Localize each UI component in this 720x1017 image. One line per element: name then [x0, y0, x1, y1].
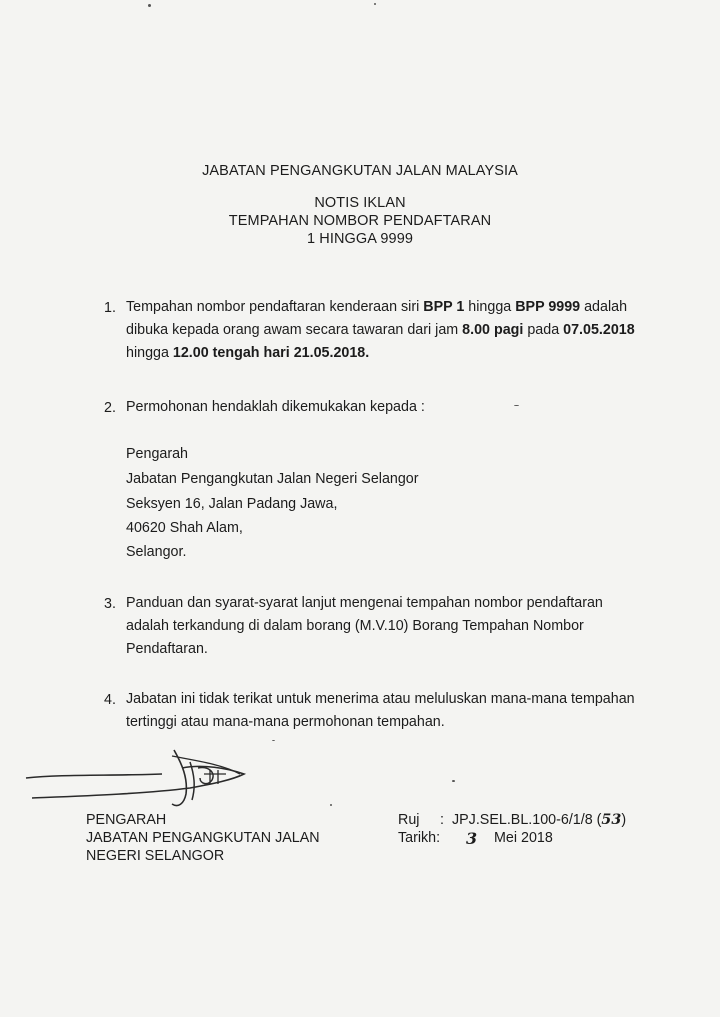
notice-title: NOTIS IKLAN	[314, 195, 406, 211]
text-segment: JPJ.SEL.BL.100-6/1/8 (	[452, 812, 602, 828]
scan-speck	[452, 780, 455, 782]
item-1-line-3	[126, 342, 666, 365]
text-segment: )	[621, 812, 627, 828]
text-segment: dibuka kepada orang awam secara tawaran dari jam	[126, 322, 463, 338]
signatory-department: NEGERI SELANGOR	[86, 848, 225, 864]
date-month-year: Mei 2018	[494, 830, 553, 846]
handwritten-date-day: 3	[466, 829, 478, 848]
series-end: BPP 9999	[515, 299, 581, 315]
address-line: Seksyen 16, Jalan Padang Jawa,	[126, 496, 338, 512]
item-number: 2.	[104, 400, 116, 416]
scan-speck	[330, 804, 332, 806]
item-number: 4.	[104, 692, 116, 708]
address-line: Pengarah	[126, 446, 189, 462]
date-label: Tarikh:	[398, 830, 441, 846]
address-line: 40620 Shah Alam,	[126, 520, 243, 536]
item-2-text: Permohonan hendaklah dikemukakan kepada :	[126, 399, 425, 415]
item-3-line-2: adalah terkandung di dalam borang (M.V.10) Borang Tempahan Nombor	[126, 618, 584, 634]
item-3-paragraph	[126, 592, 666, 661]
reference-label: Ruj	[398, 812, 420, 828]
item-4-paragraph	[126, 688, 666, 734]
scan-speck	[514, 405, 519, 406]
address-line: Selangor.	[126, 544, 187, 560]
open-time: 8.00 pagi	[462, 322, 524, 338]
text-segment: adalah	[580, 299, 628, 315]
close-date: 21.05.2018.	[293, 345, 370, 361]
item-3-line-3: Pendaftaran.	[126, 641, 208, 657]
department-heading: JABATAN PENGANGKUTAN JALAN MALAYSIA	[202, 163, 518, 179]
item-3-line-1: Panduan dan syarat-syarat lanjut mengenai tempahan nombor pendaftaran	[126, 595, 603, 611]
item-number: 1.	[104, 300, 116, 316]
address-line: Jabatan Pengangkutan Jalan Negeri Selangor	[126, 471, 419, 487]
series-start: BPP 1	[423, 299, 465, 315]
notice-range: 1 HINGGA 9999	[306, 231, 414, 247]
scan-speck	[148, 4, 151, 7]
scan-speck	[272, 740, 275, 741]
signatory-department: JABATAN PENGANGKUTAN JALAN	[86, 830, 320, 846]
item-1-paragraph	[126, 296, 666, 365]
text-segment: hingga	[464, 299, 516, 315]
handwritten-ref: 53	[601, 812, 622, 828]
reference-separator: :	[440, 812, 444, 828]
reference-number	[452, 812, 626, 828]
item-4-line-1: Jabatan ini tidak terikat untuk menerima atau meluluskan mana-mana tempahan	[126, 691, 635, 707]
text-segment: Tempahan nombor pendaftaran kenderaan siri	[126, 299, 424, 315]
item-4-line-2: tertinggi atau mana-mana permohonan tempahan.	[126, 714, 445, 730]
scan-speck	[374, 3, 376, 5]
item-1-line-1	[126, 296, 666, 319]
close-time: 12.00 tengah hari	[172, 345, 290, 361]
text-segment: pada	[523, 322, 564, 338]
handwritten-signature	[22, 744, 252, 812]
item-1-line-2	[126, 319, 666, 342]
item-number: 3.	[104, 596, 116, 612]
open-date: 07.05.2018	[563, 322, 635, 338]
signatory-title: PENGARAH	[86, 812, 167, 828]
notice-subtitle: TEMPAHAN NOMBOR PENDAFTARAN	[228, 213, 492, 229]
text-segment: hingga	[126, 345, 173, 361]
